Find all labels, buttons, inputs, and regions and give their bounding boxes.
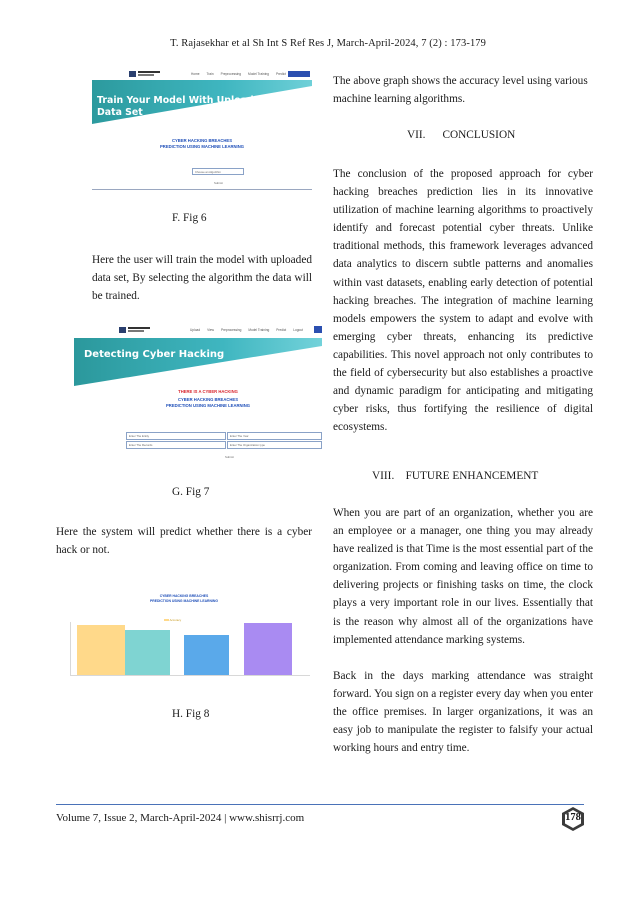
- fig8-bar: [125, 630, 170, 675]
- page-number: 178: [565, 812, 581, 823]
- fig6-nav-item[interactable]: Home: [191, 72, 200, 76]
- fig6-logo-icon: [129, 71, 136, 77]
- fig8-y-axis: [70, 622, 71, 676]
- fig7-nav: [190, 328, 310, 332]
- running-head: T. Rajasekhar et al Sh Int S Ref Res J, March-April-2024, 7 (2) : 173-179: [170, 38, 486, 49]
- fig7-nav-item[interactable]: Preprocessing: [220, 328, 242, 332]
- fig7-banner-title: Detecting Cyber Hacking: [84, 349, 225, 360]
- footer-rule: [56, 804, 584, 805]
- fig6-subtitle: CYBER HACKING BREACHES PREDICTION USING MACHINE LEARNING: [160, 138, 244, 149]
- heading-conclusion: VII. CONCLUSION: [407, 129, 516, 141]
- heading-future-enhancement: VIII. FUTURE ENHANCEMENT: [372, 470, 539, 482]
- fig6-nav-item[interactable]: Preprocessing: [220, 72, 242, 76]
- fig6-logo-text: [138, 71, 160, 73]
- fig7-entity-input[interactable]: Enter The Entity: [126, 432, 226, 440]
- fig7-logo-icon: [119, 327, 126, 333]
- fig7-submit-button[interactable]: Submit: [225, 455, 234, 459]
- fig7-nav-item[interactable]: View: [207, 328, 214, 332]
- fig7-nav-button[interactable]: [314, 326, 322, 333]
- fig7-nav-item[interactable]: Logout: [293, 328, 303, 332]
- fig7-nav-item[interactable]: Predict: [276, 328, 287, 332]
- fig6-screenshot: [92, 66, 312, 192]
- fig8-screenshot: [54, 592, 312, 678]
- fig8-bar: [244, 623, 292, 675]
- paragraph-fig6: Here the user will train the model with uploaded data set, By selecting the algorithm the data will be trained.: [92, 254, 312, 303]
- fig8-x-axis: [70, 675, 310, 676]
- paragraph-future-1: When you are part of an organization, whether you are an employee or a manager, one thing you may already have realized is that Time is the most essential part of the organization. From coming and leaving office on time to delivering projects or finishing tasks on time, the clock plays a very important role in our lives. Essentially that is the reason why almost all of the organizations have implemented attendance marking systems.: [333, 507, 593, 646]
- fig7-banner: [74, 338, 322, 386]
- fig8-legend: Accuracy: [164, 618, 181, 622]
- fig8-legend-swatch: [164, 619, 169, 621]
- fig8-bar: [77, 625, 125, 675]
- fig6-submit-button[interactable]: Submit: [214, 181, 223, 185]
- fig8-caption: H. Fig 8: [172, 708, 210, 720]
- fig7-year-input[interactable]: Enter The Year: [227, 432, 322, 440]
- fig7-nav-item[interactable]: Upload: [190, 328, 201, 332]
- paragraph-conclusion: The conclusion of the proposed approach for cyber hacking breaches prediction lies in its innovative utilization of machine learning algorithms to proactively identify and forecast potential cyber threats. Unlike traditional methods, this framework leverages advanced data analytics to discern subtle patterns and anomalies within vast datasets, enabling early detection of potential hacking breaches. The integration of machine learning models empowers the system to adapt and evolve with emerging cyber threats, enhancing its predictive capabilities. This novel approach not only contributes to the field of cybersecurity but also establishes a proactive and dynamic paradigm for anticipating and mitigating cyber risks, thus fortifying the resilience of digital ecosystems.: [333, 168, 593, 434]
- fig6-algorithm-select[interactable]: Choose an Algorithm: [192, 168, 244, 175]
- fig6-nav-item[interactable]: Model Training: [248, 72, 269, 76]
- fig7-alert-text: THERE IS A CYBER HACKING: [178, 389, 238, 394]
- paragraph-fig7: Here the system will predict whether there is a cyber hack or not.: [56, 526, 312, 557]
- footer-text: Volume 7, Issue 2, March-April-2024 | www.shisrrj.com: [56, 812, 305, 824]
- fig7-records-input[interactable]: Enter The Records: [126, 441, 226, 449]
- fig8-bar: [184, 635, 229, 675]
- fig8-subtitle: CYBER HACKING BREACHES PREDICTION USING MACHINE LEARNING: [149, 594, 218, 603]
- fig6-banner-title: Train Your Model With Uploaded Data Set: [97, 95, 267, 118]
- paragraph-future-2: Back in the days marking attendance was straight forward. You sign on a register every day when you enter the office premises. In larger organizations, it was an easy job to manipulate the register to falsify your actual working hours and entry time.: [333, 670, 593, 755]
- fig7-caption: G. Fig 7: [172, 486, 210, 498]
- fig6-nav-button[interactable]: [288, 71, 310, 77]
- fig6-caption: F. Fig 6: [172, 212, 207, 224]
- fig7-nav-item[interactable]: Model Training: [248, 328, 270, 332]
- fig6-bottom-rule: [92, 189, 312, 190]
- fig6-nav-item[interactable]: Predict: [275, 72, 286, 76]
- fig6-nav-item[interactable]: Train: [206, 72, 214, 76]
- fig7-orgtype-input[interactable]: Enter The Organization type: [227, 441, 322, 449]
- paragraph-graph: The above graph shows the accuracy level using various machine learning algorithms.: [333, 75, 588, 106]
- fig7-subtitle: CYBER HACKING BREACHES PREDICTION USING MACHINE LEARNING: [166, 397, 250, 408]
- fig7-screenshot: [74, 322, 322, 464]
